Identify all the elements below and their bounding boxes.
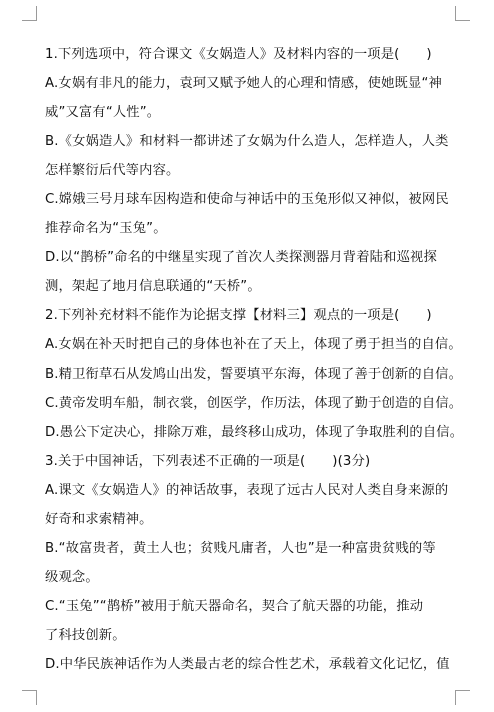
crop-mark-bottom-left	[22, 690, 37, 705]
question-2-stem: 2.下列补充材料不能作为论据支撑【材料三】观点的一项是( )	[45, 308, 432, 324]
question-2-option-d: D.愚公下定决心，排除万难，最终移山成功，体现了争取胜利的自信。	[45, 424, 464, 440]
question-2-option-a: A.女娲在补天时把自己的身体也补在了天上，体现了勇于担当的自信。	[45, 337, 462, 353]
crop-mark-top-right	[455, 6, 470, 21]
question-1-option-a-line-1: A.女娲有非凡的能力，袁珂又赋予她人的心理和情感，使她既显“神	[45, 76, 442, 92]
question-3-option-a-line-1: A.课文《女娲造人》的神话故事，表现了远古人民对人类自身来源的	[45, 482, 449, 498]
question-3-option-d-line-1: D.中华民族神话作为人类最古老的综合性艺术，承载着文化记忆，值	[45, 656, 450, 672]
question-3-option-a-line-2: 好奇和求索精神。	[45, 511, 153, 527]
question-3-stem: 3.关于中国神话，下列表述不正确的一项是( )(3分)	[45, 453, 371, 469]
question-3-option-c-line-1: C.“玉兔”“鹊桥”被用于航天器命名，契合了航天器的功能，推动	[45, 598, 424, 614]
question-1-option-b-line-2: 怎样繁衍后代等内容。	[45, 163, 180, 179]
question-1-option-a-line-2: 威”又富有“人性”。	[45, 105, 161, 121]
question-3-option-b-line-2: 级观念。	[45, 569, 99, 585]
question-2-option-b: B.精卫衔草石从发鸠山出发，誓要填平东海，体现了善于创新的自信。	[45, 366, 463, 382]
question-2-option-c: C.黄帝发明车船，制衣裳，创医学，作历法，体现了勤于创造的自信。	[45, 395, 463, 411]
crop-mark-bottom-right	[455, 690, 470, 705]
question-1-option-b-line-1: B.《女娲造人》和材料一都讲述了女娲为什么造人，怎样造人，人类	[45, 134, 449, 150]
question-1-stem: 1.下列选项中，符合课文《女娲造人》及材料内容的一项是( )	[45, 47, 432, 62]
question-3-option-b-line-1: B.“故富贵者，黄土人也；贫贱凡庸者，人也”是一种富贵贫贱的等	[45, 540, 436, 556]
document-body	[45, 40, 469, 679]
question-1-option-d-line-2: 测，架起了地月信息联通的“天桥”。	[45, 279, 261, 295]
crop-mark-top-left	[22, 6, 37, 21]
question-1-option-d-line-1: D.以“鹊桥”命名的中继星实现了首次人类探测器月背着陆和巡视探	[45, 250, 437, 266]
question-1-option-c-line-1: C.嫦娥三号月球车因构造和使命与神话中的玉兔形似又神似，被网民	[45, 192, 449, 208]
question-1-option-c-line-2: 推荐命名为“玉兔”。	[45, 221, 167, 237]
question-3-option-c-line-2: 了科技创新。	[45, 627, 126, 643]
